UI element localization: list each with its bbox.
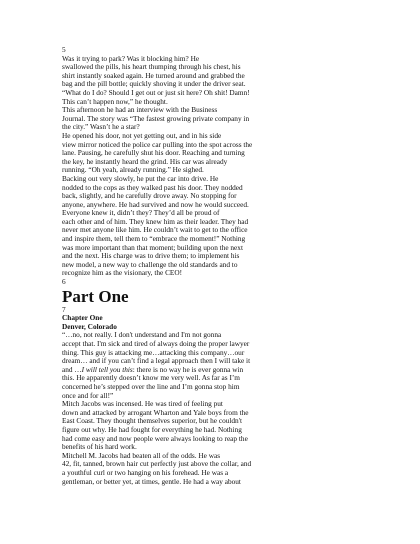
page-number: 6 bbox=[62, 277, 66, 287]
text-line: Was it trying to park? Was it blocking him? He bbox=[62, 53, 200, 63]
text-line: never met anyone like him. He couldn’t wait to get to the office bbox=[62, 225, 248, 235]
text-line: concerned he’s stepped over the line and I’m gonna stop him bbox=[62, 381, 240, 391]
text-line: once and for all!” bbox=[62, 390, 114, 400]
text-line: Mitch Jacobs was incensed. He was tired of feeling put bbox=[62, 399, 223, 409]
book-page bbox=[62, 46, 362, 486]
part-heading: Part One bbox=[62, 286, 129, 306]
text-line: benefits of his hard work. bbox=[62, 442, 137, 452]
text-line: East Coast. They thought themselves superior, but he couldn't bbox=[62, 416, 243, 426]
text-line: Journal. The story was “The fastest growing private company in bbox=[62, 113, 250, 123]
text-line: figure out why. He had fought for everything he had. Nothing bbox=[62, 424, 242, 434]
text-line: dream… and if you can’t find a legal approach then I will take it bbox=[62, 356, 251, 366]
text-line: a youthful curl or two hanging on his forehead. He was a bbox=[62, 467, 229, 477]
text-line: 42, fit, tanned, brown hair cut perfectly just above the collar, and bbox=[62, 459, 252, 469]
text-line: swallowed the pills, his heart thumping through his chest, his bbox=[62, 62, 241, 72]
text-line: each other and of him. They knew him as their leader. They had bbox=[62, 216, 249, 226]
text-line: and inspire them, tell them to “embrace the moment!” Nothing bbox=[62, 234, 246, 244]
text-line: and the next. His charge was to drive them; to implement his bbox=[62, 251, 240, 261]
text-line: gentleman, or better yet, at times, gentle. He had a way about bbox=[62, 476, 241, 486]
text-line: new model, a new way to challenge the old standards and to bbox=[62, 259, 238, 269]
text-line: lane. Pausing, he carefully shut his door. Reaching and turning bbox=[62, 148, 245, 158]
chapter-location: Denver, Colorado bbox=[62, 321, 117, 331]
text-line: the city.” Wasn’t he a star? bbox=[62, 122, 140, 132]
text-line: was more important than that moment; building upon the next bbox=[62, 242, 243, 252]
text-line: had come easy and now people were always looking to reap the bbox=[62, 433, 248, 443]
chapter-text-block bbox=[62, 374, 362, 486]
text-line: Everyone knew it, didn’t they? They’d all be proud of bbox=[62, 208, 220, 218]
text-fragment: : there is no way he is ever gonna win bbox=[132, 364, 244, 374]
page-number: 5 bbox=[62, 45, 66, 54]
text-line: nodded to the cops as they walked past his door. They nodded bbox=[62, 182, 243, 192]
italic-text: I will tell you this bbox=[81, 364, 133, 374]
text-line: thing. This guy is attacking me…attacking this company…our bbox=[62, 347, 245, 357]
text-line: “What do I do? Should I get out or just sit here? Oh shit! Damn! bbox=[62, 87, 250, 97]
text-line: view mirror noticed the police car pulling into the spot across the bbox=[62, 139, 253, 149]
text-line: bag and the pill bottle; quickly shoving it under the driver seat. bbox=[62, 79, 246, 89]
text-line: down and attacked by arrogant Wharton and Yale boys from the bbox=[62, 407, 249, 417]
text-line: running. “Oh yeah, already running.” He sighed. bbox=[62, 165, 204, 175]
text-line: this. He apparently doesn’t know me very well. As far as I’m bbox=[62, 373, 240, 383]
chapter-title: Chapter One bbox=[62, 313, 103, 323]
page-number: 7 bbox=[62, 304, 66, 314]
text-line: shirt instantly soaked again. He turned around and grabbed the bbox=[62, 70, 245, 80]
text-line: “…no, not really. I don't understand and I'm not gonna bbox=[62, 330, 222, 340]
text-line: recognize him as the visionary, the CEO! bbox=[62, 268, 183, 278]
chapter-text-block bbox=[62, 331, 362, 365]
text-line: the key, he instantly heard the grind. His car was already bbox=[62, 156, 228, 166]
text-line: accept that. I'm sick and tired of always doing the proper lawyer bbox=[62, 339, 250, 348]
story-text-block bbox=[62, 55, 362, 278]
text-line: This can’t happen now,” he thought. bbox=[62, 96, 168, 106]
text-line: back, slightly, and he carefully drove away. No stopping for bbox=[62, 191, 237, 201]
text-line: Backing out very slowly, he put the car into drive. He bbox=[62, 173, 219, 183]
text-line: anyone, anywhere. He had survived and now he would succeed. bbox=[62, 199, 249, 209]
text-line: This afternoon he had an interview with the Business bbox=[62, 105, 218, 115]
text-line: Mitchell M. Jacobs had beaten all of the odds. He was bbox=[62, 450, 221, 460]
text-line: He opened his door, not yet getting out, and in his side bbox=[62, 130, 222, 140]
text-fragment: and … bbox=[62, 364, 82, 374]
